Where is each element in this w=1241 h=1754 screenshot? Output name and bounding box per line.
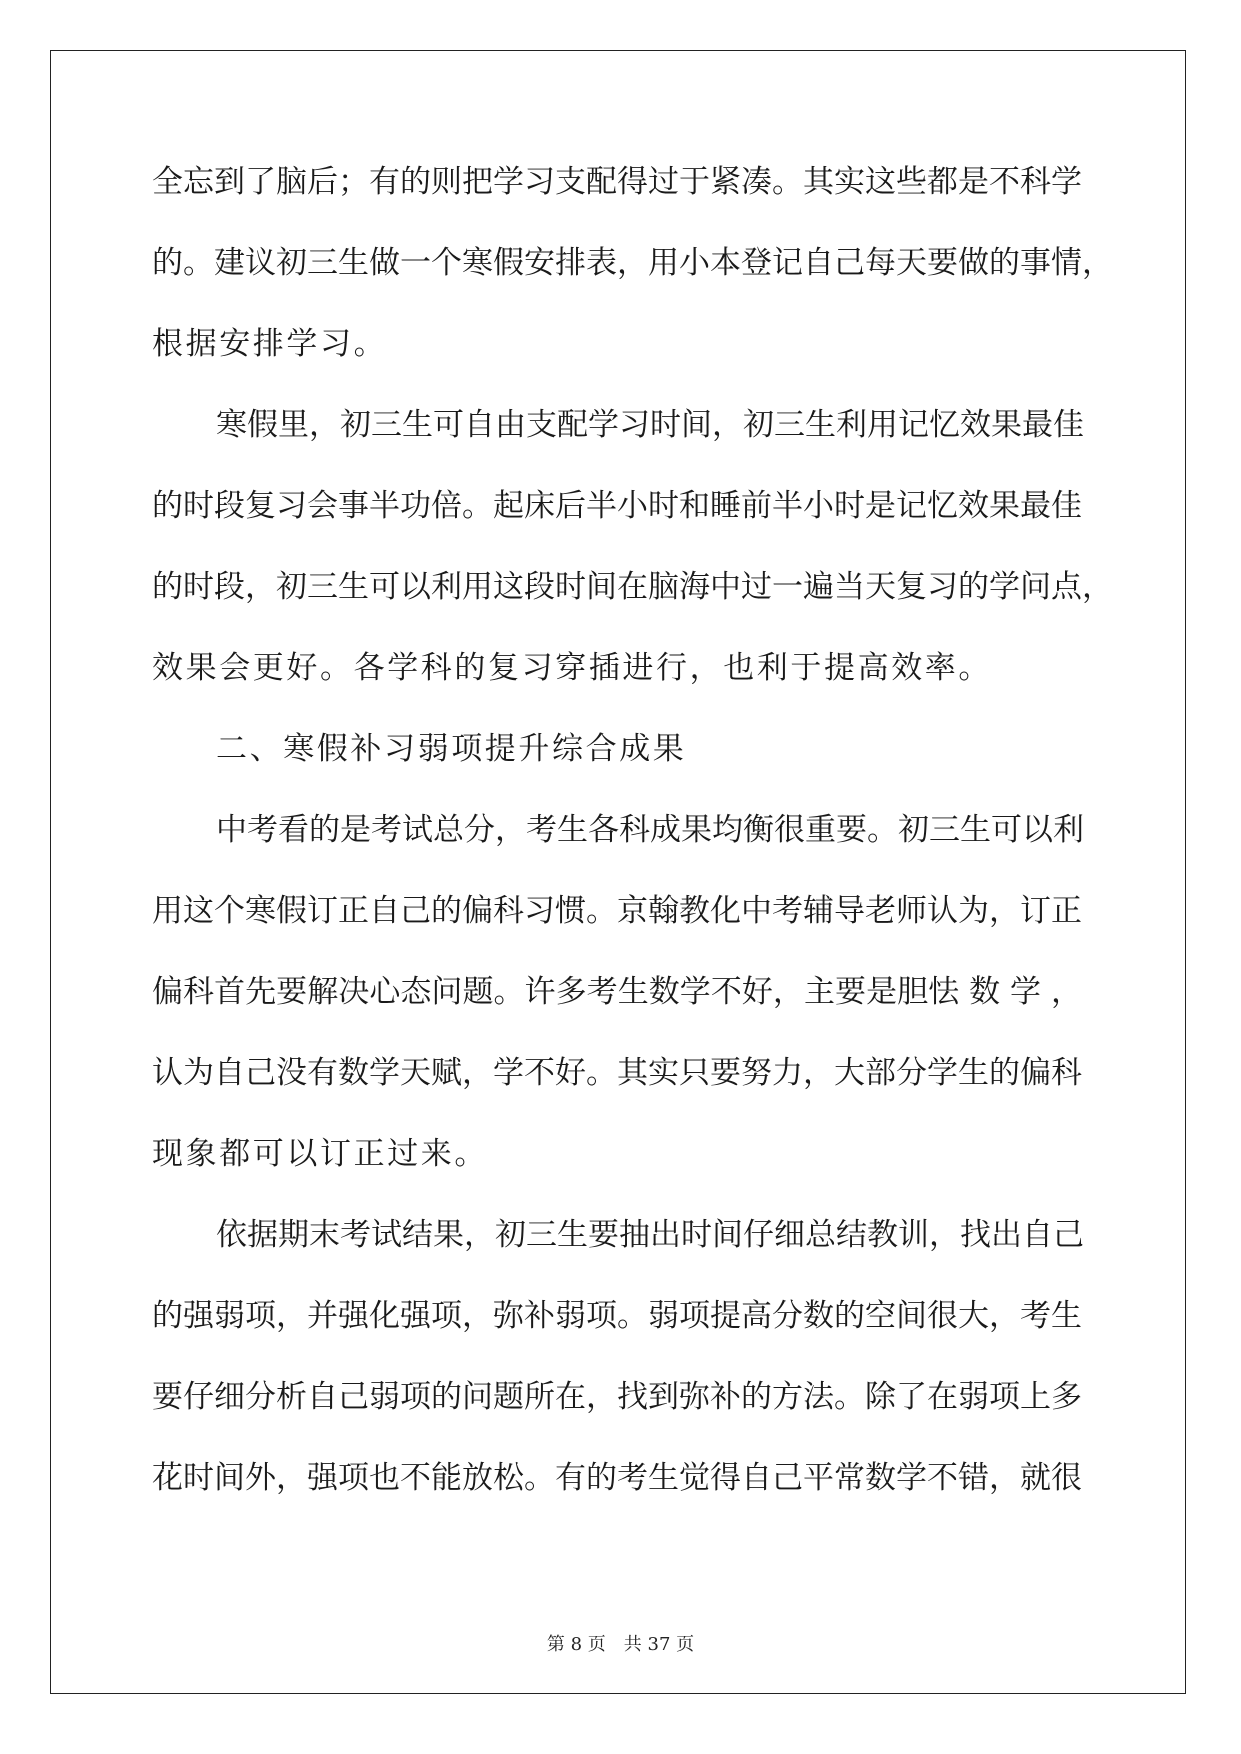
page-number-footer: 第 8 页 共 37 页 bbox=[546, 1634, 695, 1655]
text-line: 要仔细分析自己弱项的问题所在，找到弥补的方法。除了在弱项上多 bbox=[152, 1379, 1082, 1415]
text-line: 效果会更好。各学科的复习穿插进行，也利于提高效率。 bbox=[152, 650, 992, 686]
text-line: 的时段复习会事半功倍。起床后半小时和睡前半小时是记忆效果最佳 bbox=[152, 488, 1082, 524]
text-line: 的时段，初三生可以利用这段时间在脑海中过一遍当天复习的学问点， bbox=[152, 569, 1113, 605]
text-line: 用这个寒假订正自己的偏科习惯。京翰教化中考辅导老师认为，订正 bbox=[152, 893, 1082, 929]
text-line: 认为自己没有数学天赋，学不好。其实只要努力，大部分学生的偏科 bbox=[152, 1055, 1082, 1091]
text-line: 根据安排学习。 bbox=[152, 326, 388, 362]
text-line: 偏科首先要解决心态问题。许多考生数学不好，主要是胆怯 数 学 ， bbox=[152, 974, 1082, 1010]
text-line: 花时间外，强项也不能放松。有的考生觉得自己平常数学不错，就很 bbox=[152, 1460, 1082, 1496]
document-body bbox=[152, 162, 1113, 1539]
paragraph-start-line: 依据期末考试结果，初三生要抽出时间仔细总结教训，找出自己 bbox=[216, 1217, 1084, 1253]
text-line: 的强弱项，并强化强项，弥补弱项。弱项提高分数的空间很大，考生 bbox=[152, 1298, 1082, 1334]
paragraph-start-line: 寒假里，初三生可自由支配学习时间，初三生利用记忆效果最佳 bbox=[216, 407, 1084, 443]
paragraph-start-line: 中考看的是考试总分，考生各科成果均衡很重要。初三生可以利 bbox=[216, 812, 1084, 848]
text-line: 的。建议初三生做一个寒假安排表，用小本登记自己每天要做的事情， bbox=[152, 245, 1113, 281]
text-line: 现象都可以订正过来。 bbox=[152, 1136, 488, 1172]
text-line: 全忘到了脑后；有的则把学习支配得过于紧凑。其实这些都是不科学 bbox=[152, 164, 1082, 200]
section-heading: 二、寒假补习弱项提升综合成果 bbox=[216, 731, 687, 767]
